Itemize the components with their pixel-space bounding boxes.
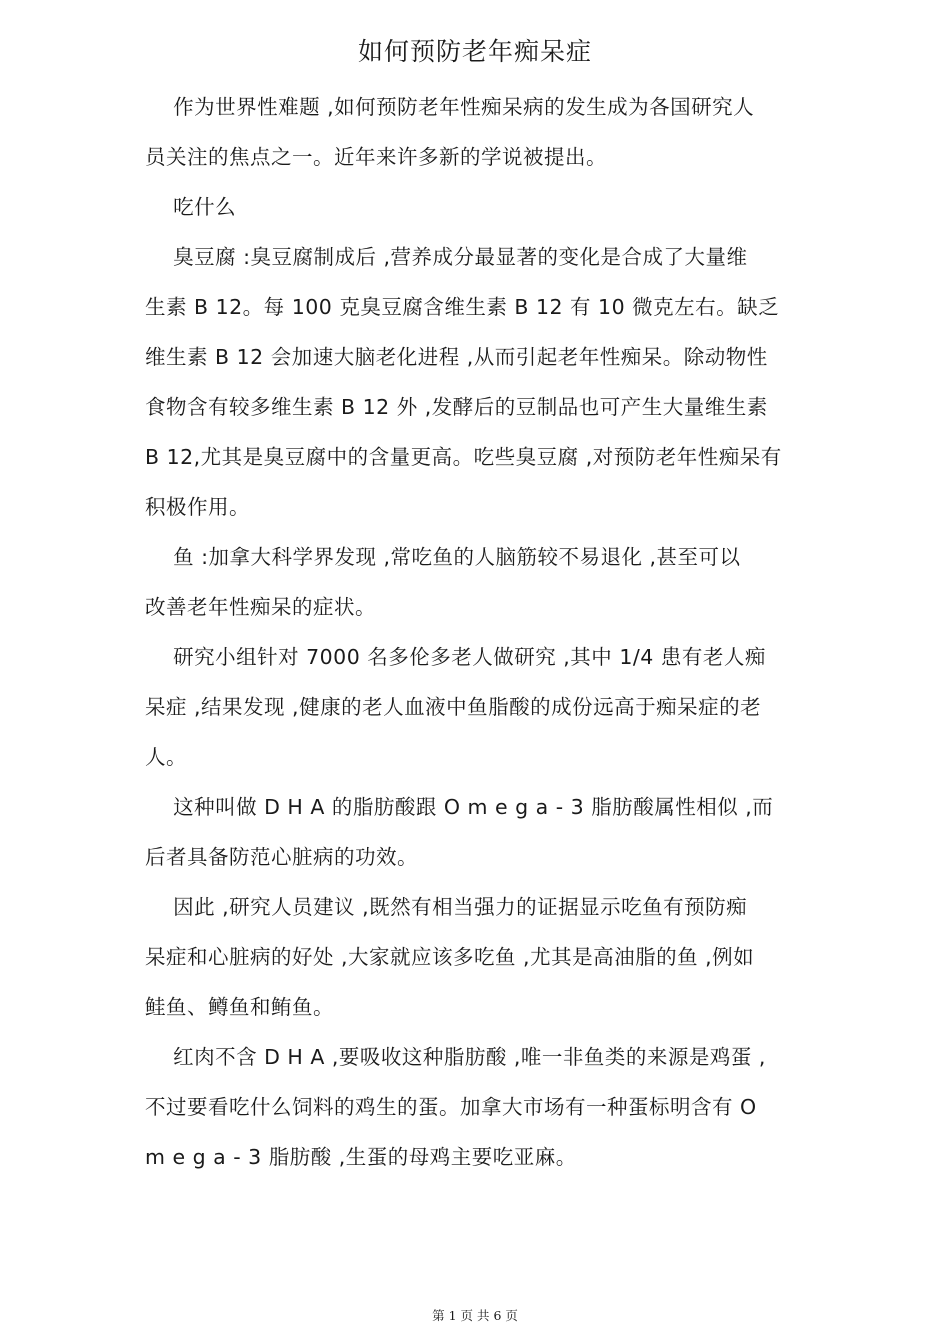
body-line: 维生素 B 12 会加速大脑老化进程 ,从而引起老年性痴呆。除动物性 <box>145 345 768 369</box>
body-line: 生素 B 12。每 100 克臭豆腐含维生素 B 12 有 10 微克左右。缺乏 <box>145 295 780 319</box>
body-line: 食物含有较多维生素 B 12 外 ,发酵后的豆制品也可产生大量维生素 <box>145 395 768 419</box>
body-line: 鲑鱼、鳟鱼和鲔鱼。 <box>145 995 334 1019</box>
body-line: 改善老年性痴呆的症状。 <box>145 595 376 619</box>
body-line: 红肉不含 D H A ,要吸收这种脂肪酸 ,唯一非鱼类的来源是鸡蛋 , <box>145 1045 766 1069</box>
body-line: B 12,尤其是臭豆腐中的含量更高。吃些臭豆腐 ,对预防老年性痴呆有 <box>145 445 782 469</box>
body-line: 员关注的焦点之一。近年来许多新的学说被提出。 <box>145 145 607 169</box>
body-line: 作为世界性难题 ,如何预防老年性痴呆病的发生成为各国研究人 <box>145 95 755 119</box>
body-line: 呆症和心脏病的好处 ,大家就应该多吃鱼 ,尤其是高油脂的鱼 ,例如 <box>145 945 755 969</box>
body-line: 鱼 :加拿大科学界发现 ,常吃鱼的人脑筋较不易退化 ,甚至可以 <box>145 545 741 569</box>
body-line: 研究小组针对 7000 名多伦多老人做研究 ,其中 1/4 患有老人痴 <box>145 645 766 669</box>
body-line: 人。 <box>145 745 187 769</box>
body-line: 呆症 ,结果发现 ,健康的老人血液中鱼脂酸的成份远高于痴呆症的老 <box>145 695 762 719</box>
page-title: 如何预防老年痴呆症 <box>357 37 592 66</box>
page-footer: 第 1 页 共 6 页 <box>432 1308 518 1323</box>
body-line: m e g a - 3 脂肪酸 ,生蛋的母鸡主要吃亚麻。 <box>145 1145 577 1169</box>
body-line: 积极作用。 <box>145 495 250 519</box>
body-line: 吃什么 <box>145 195 237 219</box>
body-line: 这种叫做 D H A 的脂肪酸跟 O m e g a - 3 脂肪酸属性相似 ,而 <box>145 795 774 819</box>
body-line: 不过要看吃什么饲料的鸡生的蛋。加拿大市场有一种蛋标明含有 O <box>145 1095 757 1119</box>
body-line: 后者具备防范心脏病的功效。 <box>145 845 418 869</box>
body-line: 因此 ,研究人员建议 ,既然有相当强力的证据显示吃鱼有预防痴 <box>145 895 748 919</box>
body-line: 臭豆腐 :臭豆腐制成后 ,营养成分最显著的变化是合成了大量维 <box>145 245 748 269</box>
